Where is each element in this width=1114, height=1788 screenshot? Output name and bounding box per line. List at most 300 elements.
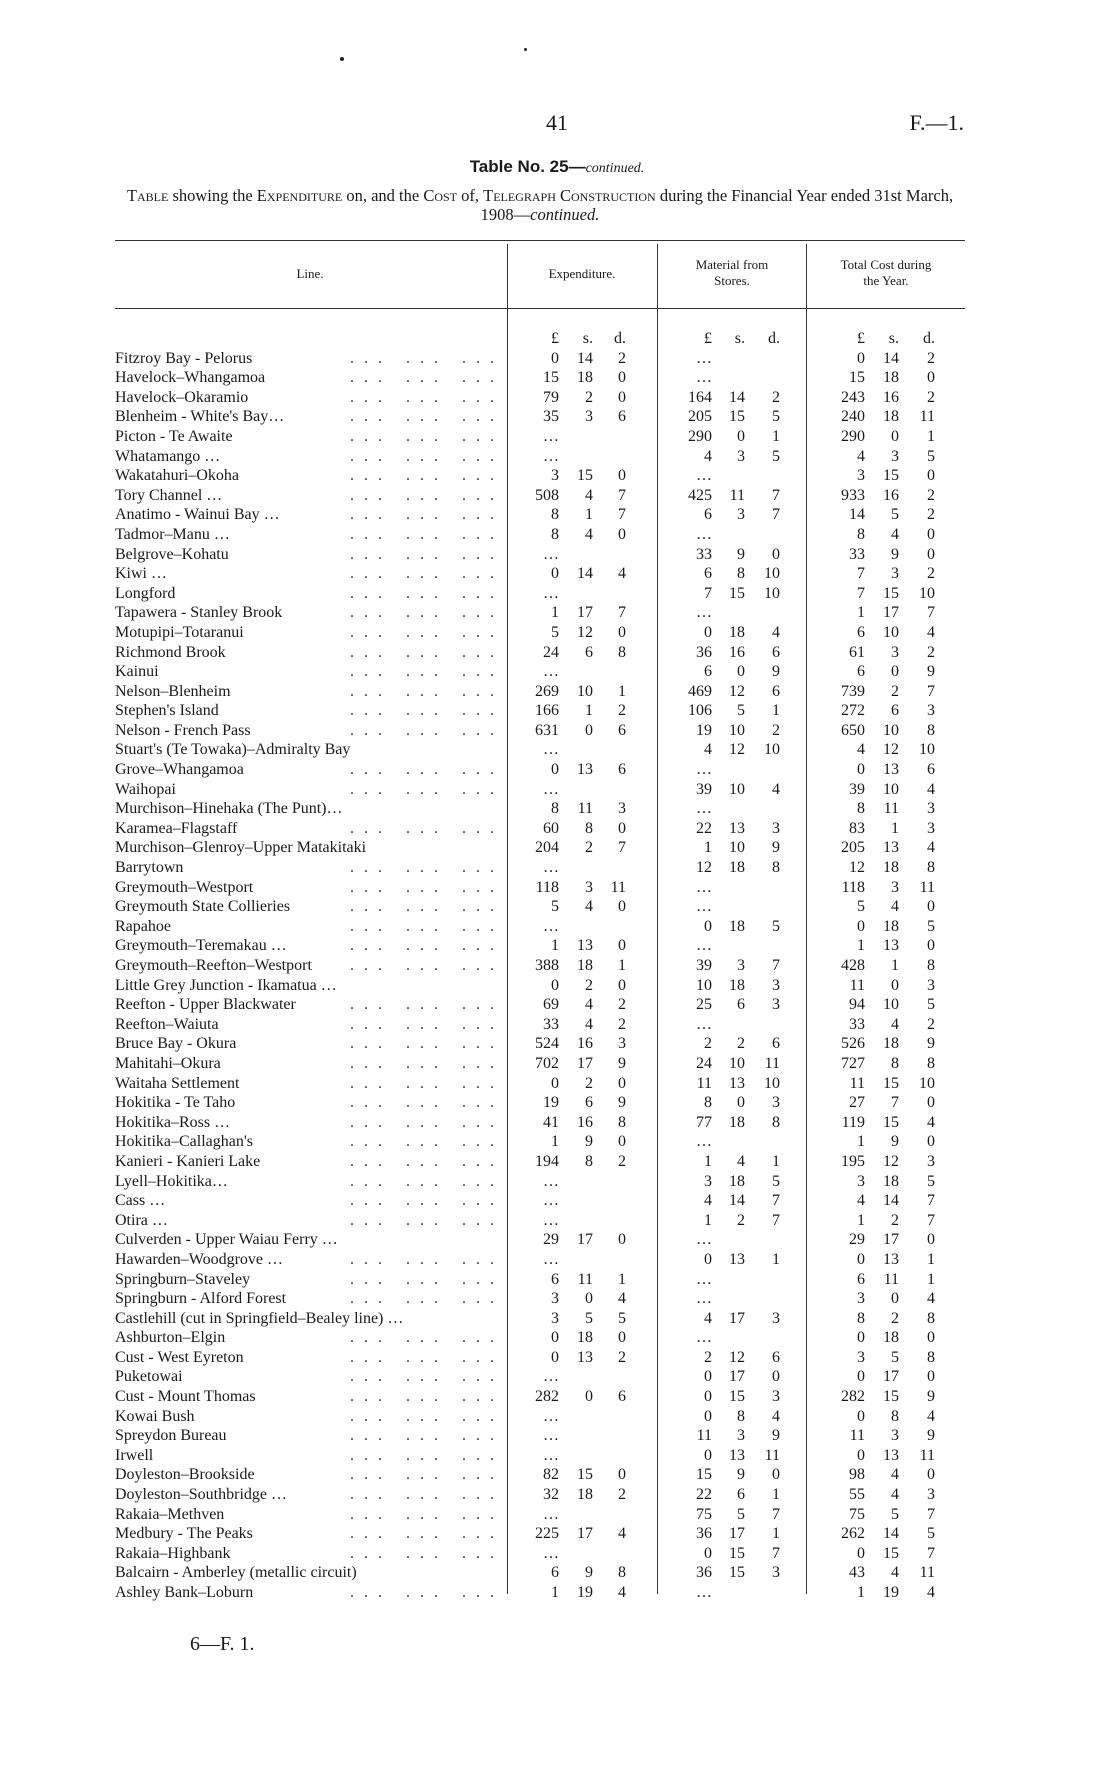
units-row <box>115 329 965 349</box>
leader-dots: ... ... ... <box>350 702 504 720</box>
leader-dots: ... ... ... <box>350 1094 504 1112</box>
tot-shillings: 3 <box>891 447 899 465</box>
mat-pence: 7 <box>772 1192 780 1210</box>
line-name: Longford <box>115 584 176 602</box>
leader-dots: ... ... ... <box>350 1270 504 1288</box>
mat-pence: 3 <box>772 1094 780 1112</box>
tot-pounds: 4 <box>857 1192 865 1210</box>
tot-pounds: 39 <box>849 780 865 798</box>
tot-pounds: 4 <box>857 447 865 465</box>
tot-pence: 9 <box>927 1035 935 1053</box>
tot-shillings: 1 <box>891 957 899 974</box>
line-name: Blenheim - White's Bay… <box>115 408 285 426</box>
tot-shillings: 5 <box>891 506 899 524</box>
tot-pounds: 75 <box>849 1505 865 1523</box>
table-row <box>115 1563 965 1583</box>
tot-pounds: 526 <box>841 1035 865 1053</box>
tot-pounds: 6 <box>857 1270 865 1288</box>
table-row <box>115 956 965 976</box>
leader-dots: ... ... ... <box>350 427 504 445</box>
mat-pence: 10 <box>764 741 780 759</box>
table-title-continued: continued. <box>585 161 645 176</box>
tot-pence: 1 <box>927 427 935 445</box>
tot-shillings: 14 <box>883 349 899 367</box>
tot-pounds: 240 <box>841 408 865 426</box>
tot-pence: 6 <box>927 761 935 779</box>
mat-pounds: 0 <box>704 1368 712 1386</box>
mat-pence: 5 <box>772 917 780 935</box>
table-row <box>115 1250 965 1270</box>
tot-pounds: 933 <box>841 486 865 504</box>
mat-pence: 3 <box>772 819 780 837</box>
exp-pounds-unit: £ <box>551 330 559 347</box>
exp-pence: 2 <box>618 1152 626 1170</box>
mat-pounds: 39 <box>696 957 712 974</box>
tot-shillings: 4 <box>891 1486 899 1504</box>
mat-shillings: 15 <box>729 584 745 602</box>
table-row <box>115 897 965 917</box>
leader-dots: ... ... ... <box>350 349 504 367</box>
mat-shillings: 9 <box>737 545 745 563</box>
tot-shillings: 10 <box>883 780 899 798</box>
table-row <box>115 1387 965 1407</box>
exp-shillings: 17 <box>577 1231 593 1249</box>
line-name: Doyleston–Brookside <box>115 1466 255 1484</box>
line-name: Kanieri - Kanieri Lake <box>115 1152 261 1170</box>
mat-pence-unit: d. <box>768 330 780 347</box>
table-row <box>115 623 965 643</box>
exp-pounds: … <box>543 663 559 681</box>
mat-pounds: 6 <box>704 506 712 524</box>
leader-dots: ... ... ... <box>350 1368 504 1386</box>
leader-dots: ... ... ... <box>350 957 504 974</box>
mat-pounds: 7 <box>704 584 712 602</box>
exp-pounds: … <box>543 447 559 465</box>
exp-pounds: 29 <box>543 1231 559 1249</box>
exp-shillings: 9 <box>585 1133 593 1151</box>
exp-shillings: 14 <box>577 565 593 583</box>
leader-dots: ... ... ... <box>350 1113 504 1131</box>
table-row <box>115 1230 965 1250</box>
line-name: Hokitika - Te Taho <box>115 1094 236 1112</box>
tot-shillings: 12 <box>883 741 899 759</box>
table-row <box>115 505 965 525</box>
line-name: Balcairn - Amberley (metallic circuit) <box>115 1564 357 1582</box>
mat-pounds: 8 <box>704 1094 712 1112</box>
mat-pounds: 4 <box>704 741 712 759</box>
tot-pence: 2 <box>927 565 935 583</box>
tot-pounds: 272 <box>841 702 865 720</box>
exp-pence: 8 <box>618 1564 626 1582</box>
mat-shillings: 18 <box>729 1172 745 1190</box>
exp-shillings: 17 <box>577 1525 593 1543</box>
exp-shillings: 16 <box>577 1035 593 1053</box>
tot-pounds: 11 <box>849 1427 865 1445</box>
tot-pounds: 3 <box>857 467 865 485</box>
mat-shillings: 10 <box>729 839 745 857</box>
line-name: Irwell <box>115 1446 154 1464</box>
tot-shillings: 18 <box>883 1329 899 1347</box>
exp-pounds: 8 <box>551 506 559 524</box>
tot-pence: 7 <box>927 1505 935 1523</box>
exp-pounds: 6 <box>551 1564 559 1582</box>
table-row <box>115 1034 965 1054</box>
table-row <box>115 1367 965 1387</box>
exp-shillings: 5 <box>585 1309 593 1327</box>
mat-pounds: … <box>696 1270 712 1288</box>
tot-pence: 8 <box>927 859 935 877</box>
line-name: Stephen's Island <box>115 702 219 720</box>
exp-pence: 1 <box>618 957 626 974</box>
tot-pounds: 61 <box>849 643 865 661</box>
exp-shillings: 10 <box>577 682 593 700</box>
leader-dots: ... ... ... <box>350 937 504 955</box>
leader-dots: ... ... ... <box>350 1250 504 1268</box>
tot-shillings: 15 <box>883 467 899 485</box>
tot-shillings: 15 <box>883 1544 899 1562</box>
mat-pence: 7 <box>772 506 780 524</box>
tot-shillings: 12 <box>883 1152 899 1170</box>
mat-shillings: 18 <box>729 976 745 994</box>
mat-shillings: 15 <box>729 1564 745 1582</box>
tot-shillings: 18 <box>883 1172 899 1190</box>
mat-shillings: 11 <box>729 486 745 504</box>
mat-pence: 1 <box>772 427 780 445</box>
mat-shillings: 18 <box>729 623 745 641</box>
leader-dots: ... ... ... <box>350 780 504 798</box>
tot-pence: 0 <box>927 1329 935 1347</box>
exp-pence: 0 <box>618 1466 626 1484</box>
leader-dots: ... ... ... <box>350 1584 504 1601</box>
leader-dots: ... ... ... <box>350 506 504 524</box>
leader-dots: ... ... ... <box>350 917 504 935</box>
tot-shillings: 16 <box>883 388 899 406</box>
line-name: Cust - West Eyreton <box>115 1348 244 1366</box>
exp-pence: 9 <box>618 1054 626 1072</box>
mat-pounds-unit: £ <box>704 330 712 347</box>
table-row <box>115 368 965 388</box>
table-row <box>115 1015 965 1035</box>
subtitle-continued: continued. <box>530 205 600 224</box>
leader-dots: ... ... ... <box>350 369 504 387</box>
exp-pence: 2 <box>618 349 626 367</box>
table-row <box>115 878 965 898</box>
tot-pounds: 8 <box>857 800 865 818</box>
mat-pounds: 1 <box>704 1211 712 1229</box>
table-body <box>115 329 965 1603</box>
line-name: Puketowai <box>115 1368 183 1386</box>
tot-shillings: 5 <box>891 1348 899 1366</box>
exp-shillings: 3 <box>585 878 593 896</box>
exp-pence: 0 <box>618 976 626 994</box>
mat-pounds: 0 <box>704 1407 712 1425</box>
tot-pence: 0 <box>927 898 935 916</box>
exp-shillings: 18 <box>577 957 593 974</box>
table-row <box>115 1426 965 1446</box>
mat-shillings: 18 <box>729 917 745 935</box>
table-description <box>115 186 965 224</box>
mat-pounds: 2 <box>704 1035 712 1053</box>
exp-pounds: … <box>543 584 559 602</box>
tot-pounds: 27 <box>849 1094 865 1112</box>
tot-shillings: 11 <box>883 800 899 818</box>
mat-pence: 9 <box>772 663 780 681</box>
leader-dots: ... ... ... <box>350 859 504 877</box>
mat-pence: 4 <box>772 623 780 641</box>
table-row <box>115 1172 965 1192</box>
exp-pence: 7 <box>618 604 626 622</box>
table-row <box>115 1348 965 1368</box>
table-row <box>115 858 965 878</box>
exp-pounds: … <box>543 1446 559 1464</box>
mat-pounds: 6 <box>704 565 712 583</box>
line-name: Havelock–Okaramio <box>115 388 249 406</box>
mat-shillings: 12 <box>729 741 745 759</box>
mat-pounds: … <box>696 878 712 896</box>
exp-pounds: 0 <box>551 761 559 779</box>
tot-shillings: 15 <box>883 1074 899 1092</box>
mat-pence: 3 <box>772 1388 780 1406</box>
exp-pence: 8 <box>618 1113 626 1131</box>
exp-pence: 0 <box>618 1329 626 1347</box>
tot-pence: 4 <box>927 780 935 798</box>
mat-shillings: 3 <box>737 506 745 524</box>
table-row <box>115 349 965 369</box>
table-row <box>115 1407 965 1427</box>
line-name: Hokitika–Callaghan's <box>115 1133 253 1151</box>
exp-pence: 0 <box>618 467 626 485</box>
exp-pence: 6 <box>618 761 626 779</box>
exp-pence: 6 <box>618 1388 626 1406</box>
exp-pounds: … <box>543 917 559 935</box>
tot-shillings: 15 <box>883 584 899 602</box>
tot-pence: 2 <box>927 349 935 367</box>
line-name: Whatamango … <box>115 447 221 465</box>
exp-pounds: 0 <box>551 565 559 583</box>
tot-pounds: 33 <box>849 545 865 563</box>
line-name: Spreydon Bureau <box>115 1427 227 1445</box>
leader-dots: ... ... ... <box>350 1133 504 1151</box>
tot-pounds: 0 <box>857 1407 865 1425</box>
mat-shillings: 2 <box>737 1035 745 1053</box>
exp-pounds: 41 <box>543 1113 559 1131</box>
exp-pounds: … <box>543 780 559 798</box>
line-name: Lyell–Hokitika… <box>115 1172 228 1190</box>
mat-shillings: 5 <box>737 702 745 720</box>
mat-shillings: 2 <box>737 1211 745 1229</box>
tot-pence: 4 <box>927 839 935 857</box>
line-name: Doyleston–Southbridge … <box>115 1486 287 1504</box>
tot-shillings: 17 <box>883 1368 899 1386</box>
tot-pence: 0 <box>927 545 935 563</box>
mat-pence: 1 <box>772 1152 780 1170</box>
line-name: Anatimo - Wainui Bay … <box>115 506 280 524</box>
mat-shillings: 0 <box>737 1094 745 1112</box>
exp-shillings: 12 <box>577 623 593 641</box>
line-name: Springburn–Staveley <box>115 1270 251 1288</box>
table-row <box>115 760 965 780</box>
mat-shillings: 10 <box>729 1054 745 1072</box>
tot-pounds: 15 <box>849 369 865 387</box>
mat-shillings: 18 <box>729 859 745 877</box>
mat-pounds: … <box>696 369 712 387</box>
mat-pounds: 6 <box>704 663 712 681</box>
tot-shillings: 13 <box>883 839 899 857</box>
mat-pounds: 0 <box>704 1250 712 1268</box>
mat-pounds: … <box>696 525 712 543</box>
line-name: Murchison–Glenroy–Upper Matakitaki <box>115 839 367 857</box>
leader-dots: ... ... ... <box>350 1054 504 1072</box>
exp-pence: 11 <box>610 878 626 896</box>
exp-pence: 0 <box>618 623 626 641</box>
leader-dots: ... ... ... <box>350 1466 504 1484</box>
exp-pence: 0 <box>618 937 626 955</box>
exp-pence: 7 <box>618 839 626 857</box>
exp-shillings: 4 <box>585 486 593 504</box>
exp-pounds: … <box>543 545 559 563</box>
tot-pence: 0 <box>927 525 935 543</box>
table-row <box>115 1211 965 1231</box>
tot-shillings: 4 <box>891 525 899 543</box>
table-row <box>115 1465 965 1485</box>
mat-pounds: 22 <box>696 819 712 837</box>
line-name: Culverden - Upper Waiau Ferry … <box>115 1231 338 1249</box>
tot-pence: 0 <box>927 1368 935 1386</box>
table-row <box>115 466 965 486</box>
table-row <box>115 545 965 565</box>
leader-dots: ... ... ... <box>350 761 504 779</box>
tot-pence: 9 <box>927 1388 935 1406</box>
tot-pounds: 3 <box>857 1172 865 1190</box>
exp-pounds: 702 <box>535 1054 559 1072</box>
tot-pence: 2 <box>927 506 935 524</box>
subtitle-text: on, and the <box>342 186 424 205</box>
tot-pounds: 119 <box>841 1113 865 1131</box>
exp-pence-unit: d. <box>614 330 626 347</box>
mat-shillings: 3 <box>737 957 745 974</box>
table-row <box>115 486 965 506</box>
tot-pounds: 7 <box>857 565 865 583</box>
exp-pounds: … <box>543 741 559 759</box>
mat-pounds: 4 <box>704 1192 712 1210</box>
tot-pence: 3 <box>927 976 935 994</box>
mat-pence: 7 <box>772 1544 780 1562</box>
exp-shillings: 13 <box>577 1348 593 1366</box>
exp-pence: 9 <box>618 1094 626 1112</box>
leader-dots: ... ... ... <box>350 1172 504 1190</box>
mat-pounds: 36 <box>696 1525 712 1543</box>
tot-shillings: 4 <box>891 1015 899 1033</box>
tot-pounds: 428 <box>841 957 865 974</box>
mat-pence: 0 <box>772 1368 780 1386</box>
tot-shillings: 7 <box>891 1094 899 1112</box>
tot-pence: 0 <box>927 369 935 387</box>
exp-pounds: 32 <box>543 1486 559 1504</box>
mat-pounds: … <box>696 1584 712 1601</box>
mat-pounds: … <box>696 349 712 367</box>
leader-dots: ... ... ... <box>350 663 504 681</box>
exp-pounds: 5 <box>551 898 559 916</box>
tot-shillings: 16 <box>883 486 899 504</box>
exp-shillings: 1 <box>585 506 593 524</box>
tot-pounds: 1 <box>857 1133 865 1151</box>
exp-shillings: 2 <box>585 976 593 994</box>
tot-shillings: 18 <box>883 369 899 387</box>
exp-pence: 2 <box>618 1486 626 1504</box>
exp-shillings: 4 <box>585 898 593 916</box>
exp-pence: 4 <box>618 1525 626 1543</box>
exp-pence: 0 <box>618 1074 626 1092</box>
mat-pence: 0 <box>772 1466 780 1484</box>
mat-shillings: 13 <box>729 1446 745 1464</box>
leader-dots: ... ... ... <box>350 1348 504 1366</box>
exp-pounds: 3 <box>551 1290 559 1308</box>
mat-pounds: 75 <box>696 1505 712 1523</box>
mat-shillings: 3 <box>737 447 745 465</box>
table-row <box>115 838 965 858</box>
exp-pence: 0 <box>618 388 626 406</box>
mat-pence: 6 <box>772 682 780 700</box>
tot-shillings: 13 <box>883 937 899 955</box>
mat-pence: 9 <box>772 1427 780 1445</box>
tot-pounds: 262 <box>841 1525 865 1543</box>
line-name: Belgrove–Kohatu <box>115 545 229 563</box>
exp-pounds: 282 <box>535 1388 559 1406</box>
subtitle-text: showing the <box>168 186 257 205</box>
tot-shillings: 5 <box>891 1505 899 1523</box>
mat-pounds: 0 <box>704 1388 712 1406</box>
exp-pounds: 388 <box>535 957 559 974</box>
line-name: Bruce Bay - Okura <box>115 1035 237 1053</box>
exp-shillings: 14 <box>577 349 593 367</box>
mat-pence: 6 <box>772 1035 780 1053</box>
exp-pence: 1 <box>618 1270 626 1288</box>
tot-shillings: 3 <box>891 643 899 661</box>
tot-pounds: 0 <box>857 761 865 779</box>
mat-shillings: 14 <box>729 388 745 406</box>
table-row <box>115 701 965 721</box>
table-row <box>115 388 965 408</box>
table-row <box>115 1505 965 1525</box>
tot-shillings: 0 <box>891 427 899 445</box>
mat-shillings: 17 <box>729 1368 745 1386</box>
mat-shillings: 13 <box>729 1250 745 1268</box>
table-row <box>115 682 965 702</box>
exp-pounds: 6 <box>551 1270 559 1288</box>
table-row <box>115 1524 965 1544</box>
exp-shillings: 11 <box>577 1270 593 1288</box>
exp-shillings: 6 <box>585 1094 593 1112</box>
mat-shillings: 0 <box>737 663 745 681</box>
tot-pounds: 1 <box>857 1211 865 1229</box>
mat-pounds: … <box>696 1015 712 1033</box>
mat-pounds: 39 <box>696 780 712 798</box>
line-name: Karamea–Flagstaff <box>115 819 238 837</box>
tot-pounds: 83 <box>849 819 865 837</box>
tot-shillings: 13 <box>883 761 899 779</box>
tot-shillings-unit: s. <box>888 330 899 347</box>
table-row <box>115 740 965 760</box>
exp-pounds: … <box>543 1172 559 1190</box>
mat-pence: 6 <box>772 1348 780 1366</box>
tot-pence: 4 <box>927 1290 935 1308</box>
mat-pence: 11 <box>764 1446 780 1464</box>
tot-pounds: 6 <box>857 623 865 641</box>
tot-pence: 4 <box>927 1407 935 1425</box>
exp-shillings: 0 <box>585 1388 593 1406</box>
tot-shillings: 15 <box>883 1113 899 1131</box>
exp-pounds: 508 <box>535 486 559 504</box>
